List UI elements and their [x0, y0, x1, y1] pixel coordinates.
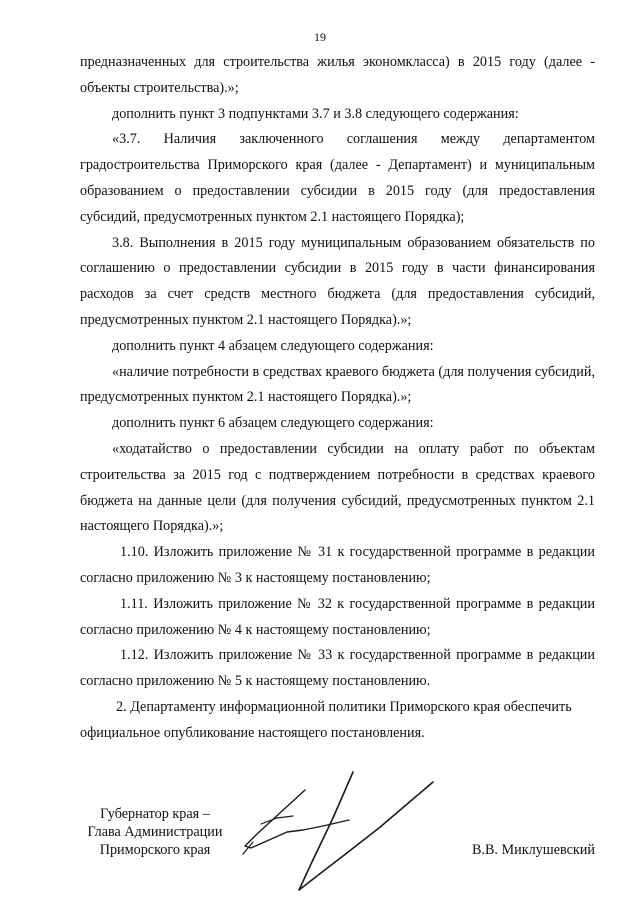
- signatory-title-line: Губернатор края –: [100, 806, 210, 822]
- paragraph: 1.11. Изложить приложение № 32 к государственной программе в редакции согласно приложению № 4 к настоящему постановлению;: [80, 595, 595, 638]
- paragraph: 1.10. Изложить приложение № 31 к государственной программе в редакции согласно приложению № 3 к настоящему постановлению;: [80, 544, 595, 586]
- paragraph: дополнить пункт 3 подпунктами 3.7 и 3.8 следующего содержания:: [112, 105, 519, 122]
- signature-block: [80, 805, 595, 885]
- paragraph: 1.12. Изложить приложение № 33 к государственной программе в редакции согласно приложению № 5 к настоящему постановлению.: [80, 647, 595, 690]
- paragraph: «3.7. Наличия заключенного соглашения между департаментом градостроительства Приморского края (далее - Департамент) и муниципальным образованием о предоставлении субсидии в 2015 году (для предоставления субсидий, предусмотренных пунктом 2.1 настоящего Порядка);: [80, 131, 595, 225]
- paragraph: 3.8. Выполнения в 2015 году муниципальным образованием обязательств по соглашению о предоставлении субсидии в 2015 году в части финансирования расходов за счет средств местного бюджета (для предоставления субсидий, предусмотренных пунктом 2.1 настоящего Порядка).»;: [80, 234, 595, 328]
- signatory-title-line: Приморского края: [99, 842, 211, 858]
- signatory-title-line: Глава Администрации: [87, 824, 223, 840]
- paragraph: дополнить пункт 6 абзацем следующего содержания:: [112, 415, 434, 432]
- signatory-title: [80, 805, 230, 859]
- paragraph: дополнить пункт 4 абзацем следующего содержания:: [112, 337, 434, 354]
- paragraph: предназначенных для строительства жилья экономкласса) в 2015 году (далее - объекты строительства).»;: [80, 54, 595, 96]
- paragraph: «ходатайство о предоставлении субсидии на оплату работ по объектам строительства за 2015 год с подтверждением потребности в средствах краевого бюджета на данные цели (для получения субсидий, предусмотренных пунктом 2.1 настоящего Порядка).»;: [80, 440, 595, 535]
- document-body: [80, 50, 595, 747]
- paragraph: 2. Департаменту информационной политики Приморского края обеспечить официальное опубликование настоящего постановления.: [80, 698, 572, 741]
- signatory-name: В.В. Миклушевский: [471, 842, 595, 858]
- page-number: 19: [314, 30, 326, 44]
- paragraph: «наличие потребности в средствах краевого бюджета (для получения субсидий, предусмотренных пунктом 2.1 настоящего Порядка).»;: [80, 363, 595, 406]
